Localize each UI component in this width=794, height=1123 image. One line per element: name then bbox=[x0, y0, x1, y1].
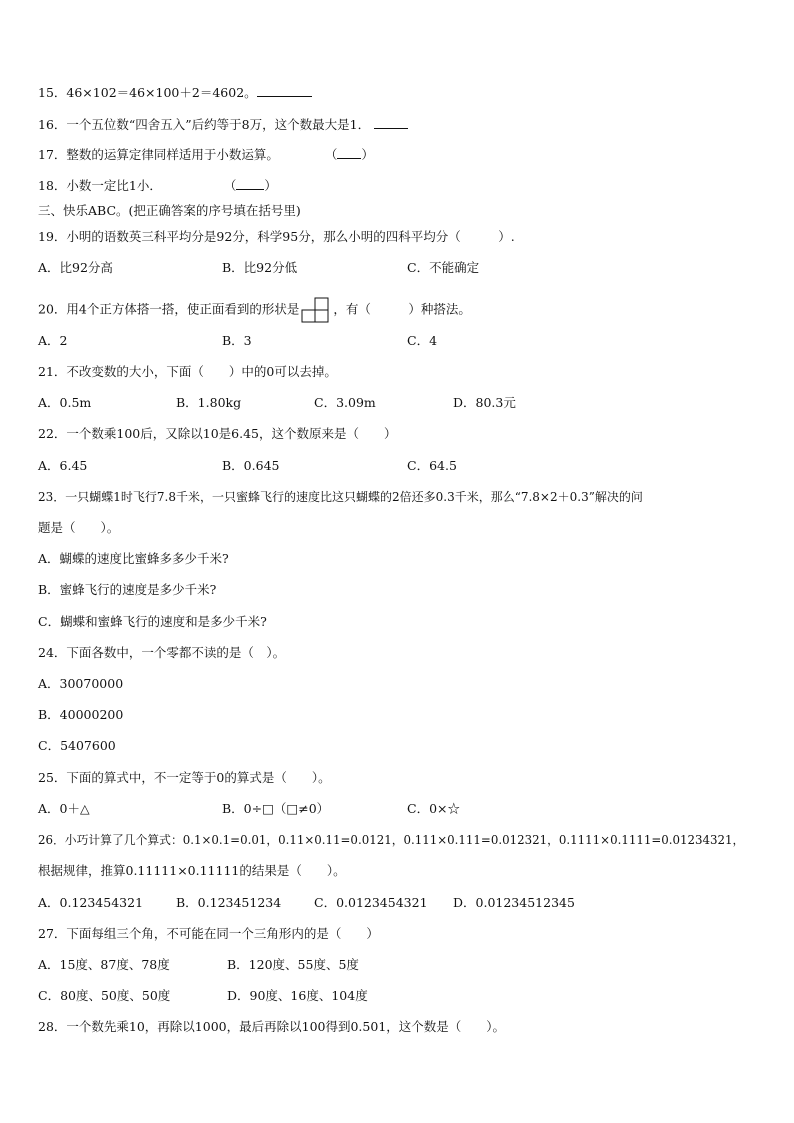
option-c[interactable]: C．3.09m bbox=[314, 395, 376, 410]
question-18-text: 18．小数一定比1小． bbox=[38, 178, 162, 193]
option-c[interactable]: C．80度、50度、50度 bbox=[38, 988, 171, 1003]
option-d[interactable]: D．0.01234512345 bbox=[453, 895, 575, 910]
option-a[interactable]: A．15度、87度、78度 bbox=[38, 957, 170, 972]
answer-paren-open: （ bbox=[223, 178, 237, 193]
question-22: 22．一个数乘100后，又除以10是6.45，这个数原来是（ ） bbox=[38, 426, 397, 441]
option-a[interactable]: A．0.5m bbox=[38, 395, 92, 410]
option-b[interactable]: B．1.80kg bbox=[176, 395, 242, 410]
question-19: 19．小明的语数英三科平均分是92分，科学95分，那么小明的四科平均分（ ）. bbox=[38, 229, 515, 244]
option-b[interactable]: B．0.123451234 bbox=[176, 895, 282, 910]
option-c[interactable]: C．蝴蝶和蜜蜂飞行的速度和是多少千米? bbox=[38, 614, 267, 629]
option-b[interactable]: B．0.645 bbox=[222, 458, 280, 473]
option-b[interactable]: B．120度、55度、5度 bbox=[227, 957, 359, 972]
answer-paren-close: ） bbox=[264, 178, 277, 193]
option-c[interactable]: C．64.5 bbox=[407, 458, 457, 473]
answer-blank[interactable] bbox=[374, 116, 408, 129]
option-a[interactable]: A．6.45 bbox=[38, 458, 88, 473]
question-25: 25．下面的算式中，不一定等于0的算式是（ ）。 bbox=[38, 770, 331, 785]
cube-front-view-figure bbox=[301, 297, 331, 323]
option-b[interactable]: B．40000200 bbox=[38, 707, 124, 722]
question-26-line-2: 根据规律，推算0.11111×0.11111的结果是（ ）。 bbox=[38, 863, 346, 878]
question-26-line-1: 26．小巧计算了几个算式：0.1×0.1=0.01，0.11×0.11=0.0121，0.111×0.111=0.012321，0.1111×0.1111=0.01234321， bbox=[38, 833, 745, 847]
answer-paren-open: （ bbox=[324, 147, 338, 162]
question-17-text: 17．整数的运算定律同样适用于小数运算。 bbox=[38, 147, 279, 162]
section-heading: 三、快乐ABC。(把正确答案的序号填在括号里) bbox=[38, 203, 301, 218]
answer-blank[interactable] bbox=[257, 84, 312, 97]
answer-blank[interactable] bbox=[337, 146, 361, 159]
option-b[interactable]: B．比92分低 bbox=[222, 260, 298, 275]
question-16-text: 16．一个五位数“四舍五入”后约等于8万，这个数最大是1． bbox=[38, 117, 371, 132]
option-c[interactable]: C．不能确定 bbox=[407, 260, 480, 275]
option-c[interactable]: C．0.0123454321 bbox=[314, 895, 428, 910]
question-28: 28．一个数先乘10，再除以1000，最后再除以100得到0.501，这个数是（ ）。 bbox=[38, 1019, 506, 1034]
option-b[interactable]: B．蜜蜂飞行的速度是多少千米? bbox=[38, 582, 217, 597]
option-c[interactable]: C．0×☆ bbox=[407, 801, 460, 816]
question-20-text-after: ，有（ ）种搭法。 bbox=[333, 301, 471, 317]
answer-paren-close: ） bbox=[361, 147, 374, 162]
option-b[interactable]: B．3 bbox=[222, 333, 252, 348]
option-a[interactable]: A．0.123454321 bbox=[38, 895, 144, 910]
option-a[interactable]: A．蝴蝶的速度比蜜蜂多多少千米? bbox=[38, 551, 229, 566]
answer-blank[interactable] bbox=[236, 177, 264, 190]
option-a[interactable]: A．2 bbox=[38, 333, 68, 348]
option-d[interactable]: D．80.3元 bbox=[453, 395, 516, 410]
option-d[interactable]: D．90度、16度、104度 bbox=[227, 988, 368, 1003]
question-23-line-2: 题是（ ）。 bbox=[38, 520, 120, 535]
question-16 bbox=[38, 116, 408, 133]
option-c[interactable]: C．5407600 bbox=[38, 738, 116, 753]
option-a[interactable]: A．比92分高 bbox=[38, 260, 113, 275]
question-23-line-1: 23．一只蝴蝶1时飞行7.8千米，一只蜜蜂飞行的速度比这只蝴蝶的2倍还多0.3千米，那么“7.8×2＋0.3”解决的问 bbox=[38, 490, 643, 504]
option-c[interactable]: C．4 bbox=[407, 333, 438, 348]
question-20-text-before: 20．用4个正方体搭一搭，使正面看到的形状是 bbox=[38, 301, 300, 317]
question-24: 24．下面各数中，一个零都不读的是（ ）。 bbox=[38, 645, 286, 660]
question-27: 27．下面每组三个角，不可能在同一个三角形内的是（ ） bbox=[38, 926, 379, 941]
question-15-text: 15．46×102＝46×100＋2＝4602。 bbox=[38, 85, 257, 100]
option-b[interactable]: B．0÷□（□≠0） bbox=[222, 801, 330, 816]
question-17 bbox=[38, 146, 374, 163]
question-20 bbox=[38, 297, 471, 323]
option-a[interactable]: A．30070000 bbox=[38, 676, 124, 691]
question-15 bbox=[38, 84, 312, 101]
question-21: 21．不改变数的大小，下面（ ）中的0可以去掉。 bbox=[38, 364, 337, 379]
question-18 bbox=[38, 177, 277, 194]
option-a[interactable]: A．0＋△ bbox=[38, 801, 90, 816]
